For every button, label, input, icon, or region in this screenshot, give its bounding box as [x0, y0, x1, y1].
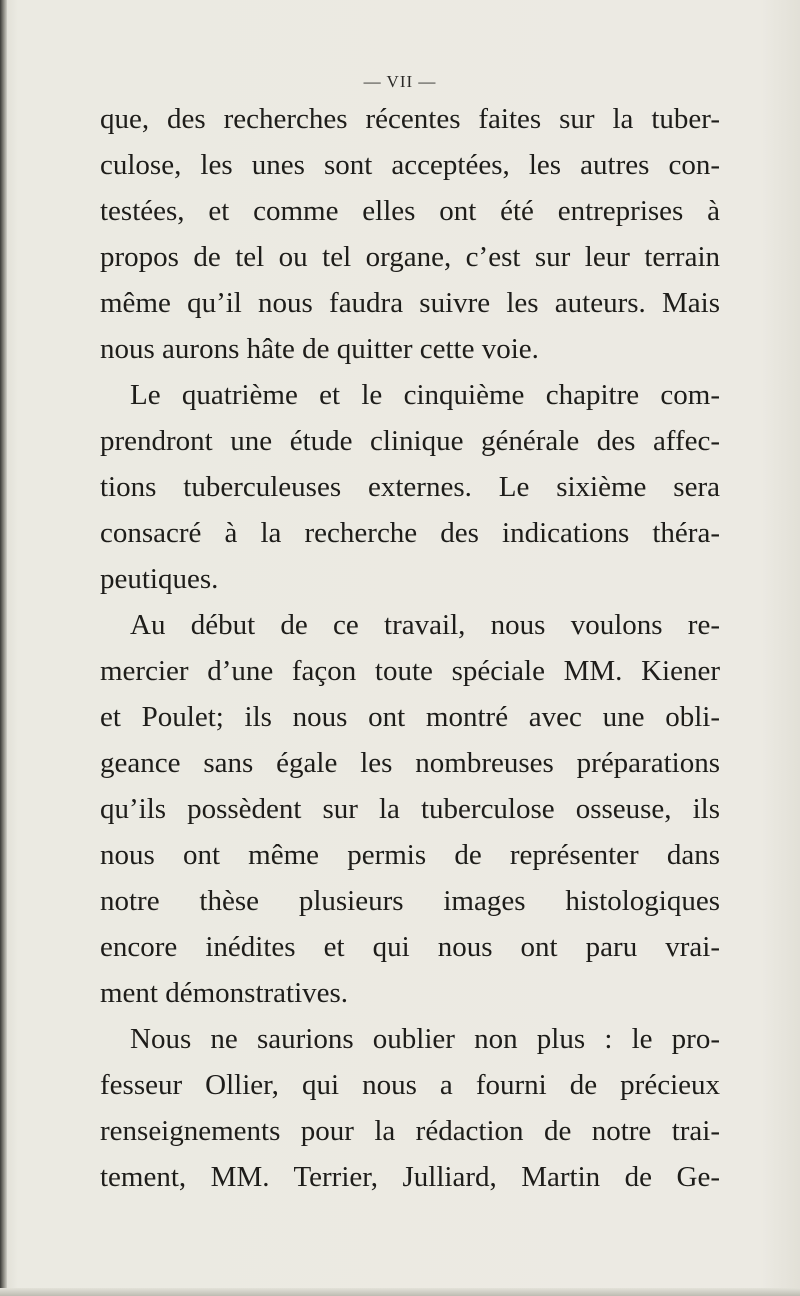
text-line: encore inédites et qui nous ont paru vrai-: [100, 931, 720, 963]
text-line: Le quatrième et le cinquième chapitre com-: [130, 379, 720, 411]
text-line: même qu’il nous faudra suivre les auteurs. Mais: [100, 287, 720, 319]
text-line: qu’ils possèdent sur la tuberculose osseuse, ils: [100, 793, 720, 825]
text-line: consacré à la recherche des indications théra-: [100, 517, 720, 549]
text-line: Au début de ce travail, nous voulons re-: [130, 609, 720, 641]
text-line: ment démonstratives.: [100, 977, 349, 1009]
text-line: culose, les unes sont acceptées, les autres con-: [100, 149, 720, 181]
text-line: nous ont même permis de représenter dans: [100, 839, 720, 871]
text-line: notre thèse plusieurs images histologiques: [100, 885, 720, 917]
page-bottom-edge: [0, 1288, 800, 1296]
text-line: geance sans égale les nombreuses préparations: [100, 747, 720, 779]
text-line: peutiques.: [100, 563, 219, 595]
text-line: nous aurons hâte de quitter cette voie.: [100, 333, 539, 365]
text-line: propos de tel ou tel organe, c’est sur leur terrain: [100, 241, 720, 273]
text-line: fesseur Ollier, qui nous a fourni de précieux: [100, 1069, 720, 1101]
page-binding-edge: [0, 0, 7, 1296]
body-text: [100, 96, 720, 1200]
text-line: Nous ne saurions oublier non plus : le pro-: [130, 1023, 720, 1055]
text-line: que, des recherches récentes faites sur la tuber-: [100, 103, 720, 135]
text-line: tement, MM. Terrier, Julliard, Martin de Ge-: [100, 1161, 720, 1193]
text-line: mercier d’une façon toute spéciale MM. Kiener: [100, 655, 720, 687]
text-line: prendront une étude clinique générale des affec-: [100, 425, 720, 457]
running-head: — VII —: [363, 72, 437, 91]
text-line: testées, et comme elles ont été entreprises à: [100, 195, 720, 227]
text-line: tions tuberculeuses externes. Le sixième sera: [100, 471, 720, 503]
text-line: et Poulet; ils nous ont montré avec une obli-: [100, 701, 720, 733]
text-line: renseignements pour la rédaction de notre trai-: [100, 1115, 720, 1147]
